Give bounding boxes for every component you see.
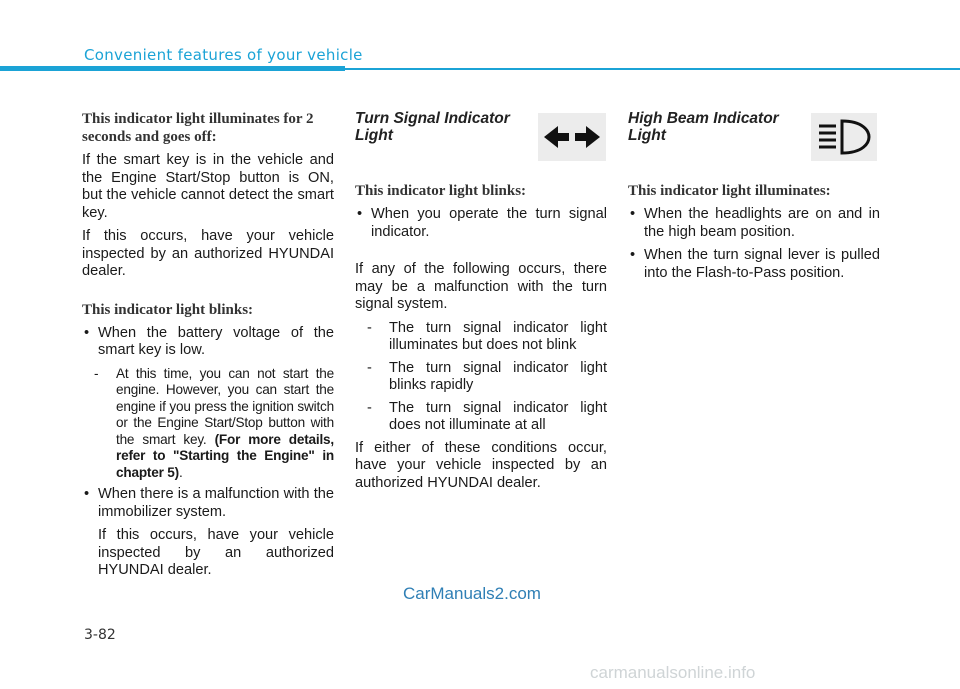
paragraph: If the smart key is in the vehicle and the Engine Start/Stop button is ON, but the vehicle cannot detect the smart key. [82,152,334,221]
dash-item: - The turn signal indicator light does not illuminate at all [367,399,607,433]
paragraph: If this occurs, have your vehicle inspected by an authorized HYUNDAI dealer. [98,527,334,578]
subhead-illuminates: This indicator light illuminates for 2 seconds and goes off: [82,111,314,145]
bullet-item: • When the turn signal lever is pulled into the Flash-to-Pass position. [628,247,880,282]
dash-bold-reference: (For more details, refer to "Starting the Engine" in chapter 5) [116,431,334,480]
section-title-high-beam: High Beam Indicator Light [628,110,779,144]
turn-signal-arrows-icon [538,113,606,161]
dash-item: - The turn signal indicator light blinks rapidly [367,359,607,393]
dash-item: - At this time, you can not start the engine. However, you can start the engine if you press the ignition switch or the Engine Start/Stop button with the smart key. (For more details, refer to "Starting the Engine" in chapter 5). [94,365,334,480]
subhead-blinks: This indicator light blinks: [355,183,527,199]
paragraph: If this occurs, have your vehicle inspected by an authorized HYUNDAI dealer. [82,228,334,279]
header-rule-thick [0,66,345,71]
header-title: Convenient features of your vehicle [84,46,363,64]
subhead-blinks: This indicator light blinks: [82,301,254,318]
dash-item: - The turn signal indicator light illuminates but does not blink [367,319,607,353]
dash-text: The turn signal indicator light blinks rapidly [389,359,607,393]
subhead-illuminates: This indicator light illuminates: [628,183,831,199]
bullet-item: • When there is a malfunction with the immobilizer system. [82,486,334,521]
watermark-logo[interactable]: CarManuals2.com [403,584,541,603]
dash-text: The turn signal indicator light does not illuminate at all [389,399,607,433]
dash-text: The turn signal indicator light illuminates but does not blink [389,319,607,353]
paragraph: If any of the following occurs, there may be a malfunction with the turn signal system. [355,261,607,312]
section-title-turn-signal: Turn Signal Indicator Light [355,110,510,144]
footer-watermark: carmanualsonline.info [590,663,756,682]
column-turn-signal [355,110,607,498]
column-smart-key [82,110,334,586]
dash-text: At this time, you can not start the engine. However, you can start the engine if you press the ignition switch or the Engine Start/Stop button with the smart key. [116,365,334,447]
high-beam-icon [811,113,877,161]
dash-end: . [178,464,183,480]
header-rule-thin [345,68,960,70]
paragraph: If either of these conditions occur, have your vehicle inspected by an authorized HYUNDAI dealer. [355,439,607,491]
page-number: 3-82 [84,627,116,643]
bullet-item: • When you operate the turn signal indicator. [355,206,607,241]
bullet-item: • When the battery voltage of the smart key is low. [82,325,334,360]
bullet-item: • When the headlights are on and in the high beam position. [628,206,880,241]
